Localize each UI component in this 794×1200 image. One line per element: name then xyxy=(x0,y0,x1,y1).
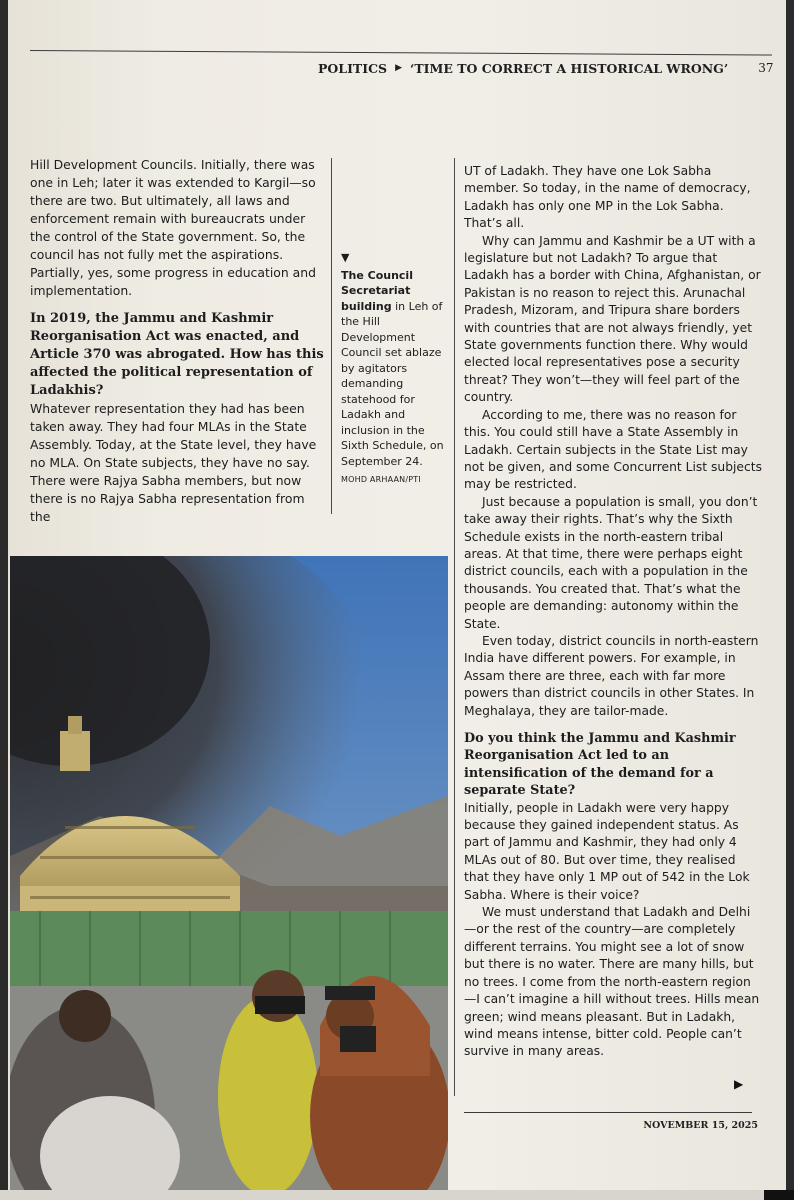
interview-question: In 2019, the Jammu and Kashmir Reorganisation Act was enacted, and Article 370 was abrogated. How has this affected the political representation of Ladakhis? xyxy=(30,311,324,398)
body-paragraph: Even today, district councils in north-eastern India have different powers. For example, in Assam there are three, each with far more powers than district councils in other States. In Meghalaya, they are tailor-made. xyxy=(464,633,759,718)
arrow-right-icon: ▶ xyxy=(395,63,402,73)
photo-caption xyxy=(341,250,453,488)
right-column xyxy=(464,163,762,1063)
body-paragraph: Hill Development Councils. Initially, there was one in Leh; later it was extended to Kargil—so there are two. But ultimately, all laws and enforcement remain with bureaucrats under the control of the State government. So, the council has not fully met the aspirations. Partially, yes, some progress in education and implementation. xyxy=(30,157,316,298)
article-title: ‘TIME TO CORRECT A HISTORICAL WRONG’ xyxy=(409,60,729,76)
body-paragraph: UT of Ladakh. They have one Lok Sabha member. So today, in the name of democracy, Ladakh has only one MP in the Lok Sabha. That’s all. xyxy=(464,164,751,231)
column-divider xyxy=(454,158,455,1096)
page-number: 37 xyxy=(758,61,774,75)
body-paragraph: According to me, there was no reason for this. You could still have a State Assembly in Ladakh. Certain subjects in the State List may not be given, and some Concurrent List subjects may be restricted. xyxy=(464,407,762,492)
section-label: POLITICS xyxy=(318,60,388,76)
body-paragraph: Just because a population is small, you don’t take away their rights. That’s why the Sixth Schedule exists in the north-eastern tribal areas. At that time, there were perhaps eight district councils, each with a population in the thousands. You created that. That’s what the people are demanding: autonomy within the State. xyxy=(464,494,758,631)
caption-text: in Leh of the Hill Development Council set ablaze by agitators demanding statehood for Ladakh and inclusion in the Sixth Schedule, on September 24. xyxy=(341,299,444,468)
triangle-down-icon: ▼ xyxy=(341,251,350,264)
magazine-page xyxy=(8,0,786,1190)
body-paragraph: Initially, people in Ladakh were very happy because they gained independent status. As part of Jammu and Kashmir, they had only 4 MLAs out of 80. But over time, they realised that they have only 1 MP out of 542 in the Lok Sabha. Where is their voice? xyxy=(464,800,750,902)
scan-edge xyxy=(0,1190,794,1200)
photo-credit: MOHD ARHAAN/PTI xyxy=(341,475,421,484)
caption-lead: The Council Secretariat building xyxy=(341,268,413,313)
issue-date: NOVEMBER 15, 2025 xyxy=(643,1120,758,1131)
footer-rule xyxy=(464,1112,752,1113)
body-paragraph: Whatever representation they had has been taken away. They had four MLAs in the State Assembly. Today, at the State level, they have no MLA. On State subjects, they have no say. There were Rajya Sabha members, but now there is no Rajya Sabha representation from the xyxy=(30,401,317,524)
news-photo xyxy=(10,556,448,1190)
continue-arrow-icon: ▶ xyxy=(734,1077,744,1091)
running-header xyxy=(318,57,774,79)
interview-question: Do you think the Jammu and Kashmir Reorganisation Act led to an intensification of the demand for a separate State? xyxy=(464,731,736,799)
header-rule xyxy=(30,50,772,56)
left-column xyxy=(30,156,326,526)
body-paragraph: We must understand that Ladakh and Delhi—or the rest of the country—are completely different terrains. You might see a lot of snow but there is no water. There are many hills, but no trees. I come from the north-eastern region—I can’t imagine a hill without trees. Hills mean green; wind means pleasant. But in Ladakh, wind means intense, bitter cold. People can’t survive in many areas. xyxy=(464,905,760,1059)
column-divider xyxy=(331,158,332,514)
body-paragraph: Why can Jammu and Kashmir be a UT with a legislature but not Ladakh? To argue that Ladakh has a border with China, Afghanistan, or Pakistan is no reason to reject this. Arunachal Pradesh, Mizoram, and Tripura share borders with countries that are not always friendly, yet State governments function there. Why would elected local representatives pose a security threat? They won’t—they will feel part of the country. xyxy=(464,233,761,405)
